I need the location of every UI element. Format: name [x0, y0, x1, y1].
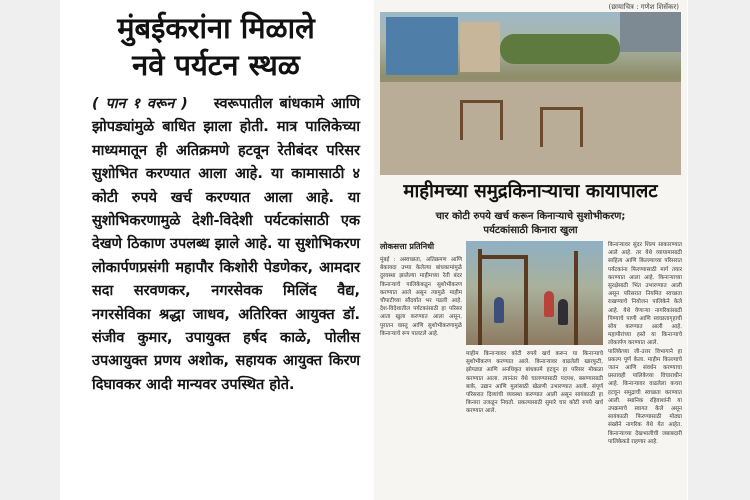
column-2-text: किनाऱ्यावर सुंदर शिल्प साकारण्यात आले आहे. तर येथे व्यायामासाठी साहित्य आणि किल्ल्याच्या परिसरात पर्यटकांना फिरण्यासाठी मार्ग तयार करण्यात आला आहे. किनाऱ्याच्या सुरक्षेसाठी भिंत उभारण्यात आली असून परिसरात नियमित स्वच्छता राखण्याचे नियोजन पालिकेने केले आहे. येथे येणाऱ्या नागरिकांसाठी पिण्याचे पाणी आणि स्वच्छतागृहाची सोय करण्यात आली आहे. महापौरांच्या हस्ते या किनाऱ्याचे लोकार्पण करण्यात आले.	[608, 242, 682, 347]
right-headline: माहीमच्या समुद्रकिनाऱ्याचा कायापालट	[403, 181, 658, 202]
continued-from-label: ( पान १ वरून )	[92, 96, 188, 112]
photo-building-grey	[620, 12, 681, 52]
clipping-gap	[362, 0, 374, 500]
headline-line-2: नवे पर्यटन स्थळ	[132, 48, 300, 82]
photo-frame-beam	[460, 100, 503, 103]
photo-frame-post	[540, 107, 543, 147]
right-margin	[688, 0, 750, 500]
exercise-equipment-photo	[466, 241, 603, 345]
photo-pole	[574, 251, 578, 345]
photo-pole	[478, 249, 482, 345]
beach-promenade-photo	[380, 12, 681, 175]
left-margin	[0, 0, 60, 500]
photo-frame-beam	[540, 107, 583, 110]
photo-ground	[380, 82, 681, 175]
photo-credit: (छायाचित्र : गणेश शिर्सेकर)	[608, 3, 679, 11]
photo-frame-post	[580, 107, 583, 147]
photo-pole	[524, 255, 528, 345]
subheadline-line-1: चार कोटी रुपये खर्च करून किनाऱ्याचे सुशोभीकरण;	[435, 211, 626, 222]
left-body-text: स्वरूपातील बांधकामे आणि झोपड्यांमुळे बाधित झाला होती. मात्र पालिकेच्या माध्यमातून ही अतिक्रमणे हटवून रेतीबंदर परिसर सुशोभित करण्यात आला आहे. या कामासाठी ४ कोटी रुपये खर्च करण्यात आला आहे. या सुशोभिकरणामुळे देशी-विदेशी पर्यटकांसाठी एक देखणे ठिकाण उपलब्ध झाले आहे. या सुशोभिकरण लोकार्पणप्रसंगी महापौर किशोरी पेडणेकर, आमदार सदा सरवणकर, नगरसेवक मिलिंद वैद्य, नगरसेविका श्रद्धा जाधव, अतिरिक्त आयुक्त डॉ. संजीव कुमार, उपायुक्त हर्षद काळे, पोलीस उपआयुक्त प्रणय अशोक, सहायक आयुक्त किरण दिघावकर आदी मान्यवर उपस्थित होते.	[92, 96, 360, 393]
column-3-text: पालिकेच्या जी-उत्तर विभागाने हा प्रकल्प पूर्ण केला. माहीम किल्ल्याचे जतन आणि संवर्धन करण्याचा प्रस्तावही पालिकेच्या विचाराधीन आहे. किनाऱ्यावर वाढलेला कचरा हटवून समुद्राची स्वच्छता करण्यात आली. स्थानिक रहिवाशांनी या उपक्रमाचे स्वागत केले असून सायंकाळी फिरण्यासाठी मोठ्या संख्येने नागरिक येथे येत आहेत. किनाऱ्याच्या देखभालीची जबाबदारी पालिकेकडे राहणार आहे.	[608, 348, 682, 445]
column-1-text: मुंबई : अस्वच्छता, अतिक्रमण आणि बेकायदा उभ्या केलेल्या बांधकामांमुळे दुरवस्था झालेल्या माहीमच्या रेती बंदर किनाऱ्याचे पालिकेकडून सुशोभीकरण करण्यात आले असून त्यामुळे माहीम चौपाटीच्या सौंदर्यात भर पडली आहे. देश-विदेशातील पर्यटकांसाठी हा परिसर आता खुला करण्यात आला असून, पुरातन वास्तू आणि सुशोभीकरणामुळे किनाऱ्याचे रूप पालटले आहे.	[380, 257, 462, 337]
headline-line-1: मुंबईकरांना मिळाले	[117, 11, 315, 45]
column-1b-text: माहीम किनाऱ्यावर कोटी रुपये खर्च करून या किनाऱ्याचे सुशोभीकरण करण्यात आले. किनाऱ्यावर वाढलेली खारफुटी, झोपड्या आणि अनधिकृत बांधकामे हटवून हा परिसर मोकळा करण्यात आला. त्यानंतर येथे चालण्यासाठी पदपथ, बसण्यासाठी बाके, उद्यान आणि मुलांसाठी खेळणी उभारण्यात आली. संपूर्ण परिसरात दिव्यांची व्यवस्था करण्यात आली असून सायंकाळी हा किनारा उजळून निघतो. प्रकल्पासाठी सुमारे चार कोटी रुपये खर्च करण्यात आले.	[466, 351, 603, 415]
article-column-1b	[466, 350, 603, 496]
right-subheadline	[388, 210, 673, 238]
left-clipping	[70, 0, 362, 500]
subheadline-line-2: पर्यटकांसाठी किनारा खुला	[483, 225, 578, 236]
right-clipping	[374, 0, 687, 500]
photo-person	[558, 299, 568, 325]
photo-building-blue	[386, 17, 458, 75]
left-headline	[70, 10, 362, 84]
article-column-2	[608, 241, 682, 496]
photo-bar	[478, 255, 528, 259]
article-column-1	[380, 256, 462, 496]
photo-frame-post	[460, 100, 463, 140]
photo-building-beige	[460, 22, 500, 72]
photo-person	[494, 297, 504, 323]
photo-person	[544, 291, 554, 317]
byline: लोकसत्ता प्रतिनिधी	[380, 242, 435, 251]
left-body	[92, 93, 360, 397]
photo-trees	[500, 34, 620, 64]
photo-frame-post	[500, 100, 503, 140]
